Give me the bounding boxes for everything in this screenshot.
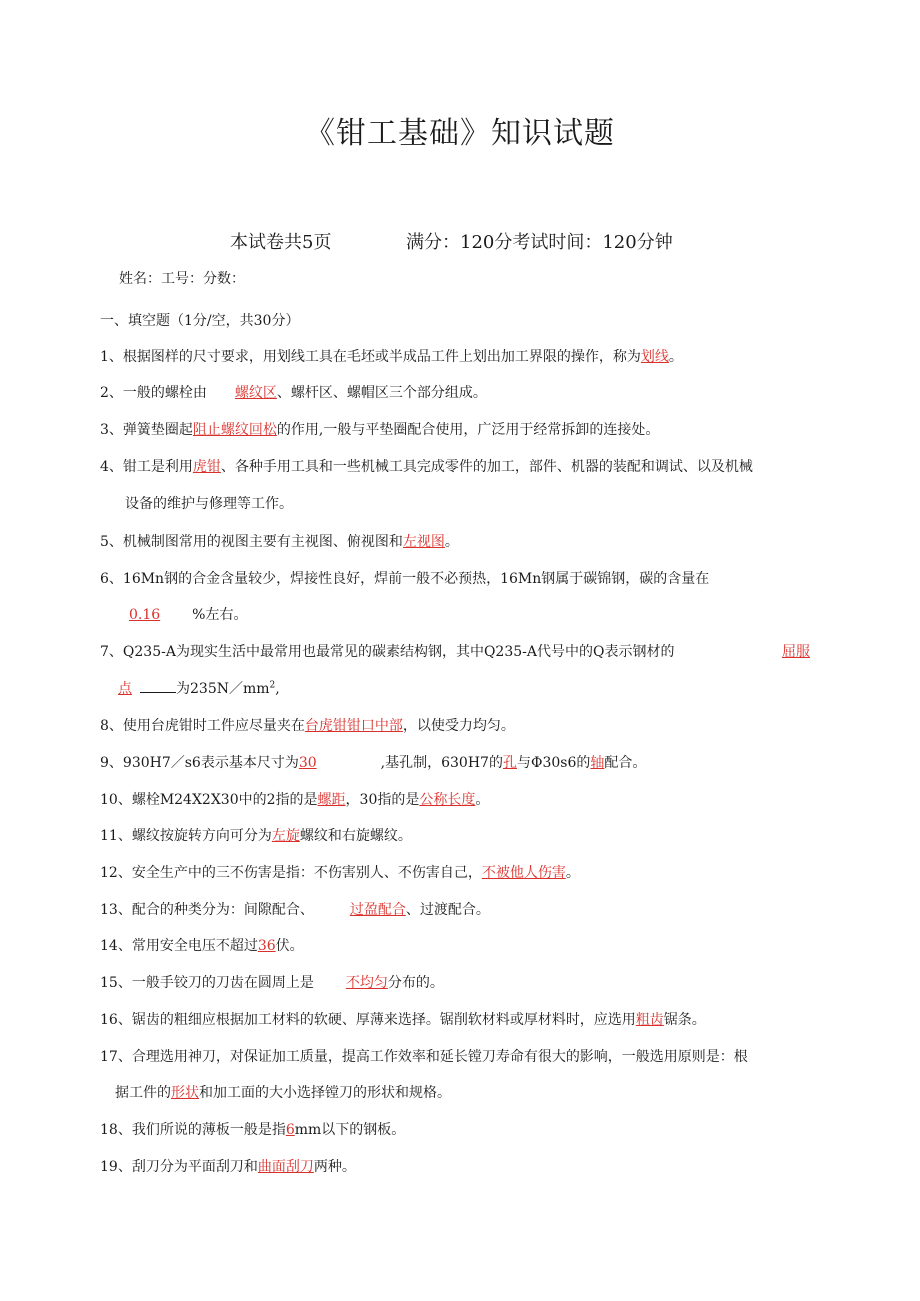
- question-4-cont: 设备的维护与修理等工作。: [125, 496, 293, 512]
- answer: 公称长度: [419, 792, 476, 808]
- answer: 形状: [171, 1085, 199, 1101]
- score-time: 满分：120分考试时间：120分钟: [406, 232, 673, 253]
- answer: 0.16: [129, 607, 161, 623]
- answer: 粗齿: [635, 1012, 664, 1028]
- question-1: 1、根据图样的尺寸要求，用划线工具在毛坯或半成品工件上划出加工界限的操作，称为划线。: [100, 349, 683, 365]
- answer: 曲面刮刀: [257, 1159, 314, 1175]
- answer: 螺距: [317, 792, 346, 808]
- answer: 螺纹区: [234, 385, 277, 401]
- question-5: 5、机械制图常用的视图主要有主视图、俯视图和左视图。: [100, 534, 459, 550]
- question-2: 2、一般的螺栓由 螺纹区、螺杆区、螺帽区三个部分组成。: [100, 385, 487, 401]
- answer: 点: [118, 681, 132, 697]
- question-7-cont: 点 为$235N/mm^2$,: [118, 680, 280, 697]
- answer: 左视图: [402, 534, 445, 550]
- question-15: 15、一般手铰刀的刀齿在圆周上是 不均匀分布的。: [100, 975, 444, 991]
- answer: 屈服: [782, 644, 810, 660]
- student-info: 姓名：工号：分数：: [119, 271, 245, 287]
- section-heading: 一、填空题（1分/空，共30分）: [100, 313, 300, 329]
- question-17: 17、合理选用神刀，对保证加工质量，提高工作效率和延长镗刀寿命有很大的影响，一般选用原则是：根: [100, 1049, 748, 1065]
- question-16: 16、锯齿的粗细应根据加工材料的软硬、厚薄来选择。锯削软材料或厚材料时，应选用粗齿锯条。: [100, 1012, 706, 1028]
- answer: 6: [285, 1122, 295, 1138]
- question-4: 4、钳工是利用虎钳、各种手用工具和一些机械工具完成零件的加工，部件、机器的装配和调试、以及机械: [100, 459, 753, 475]
- question-17-cont: 据工件的形状和加工面的大小选择镗刀的形状和规格。: [115, 1085, 451, 1101]
- answer: 虎钳: [192, 459, 221, 475]
- question-13: 13、配合的种类分为：间隙配合、 过盈配合、过渡配合。: [100, 902, 490, 918]
- question-14: 14、常用安全电压不超过36伏。: [100, 938, 304, 954]
- answer: 阻止螺纹回松: [192, 422, 277, 438]
- answer: 左旋: [271, 828, 300, 844]
- question-6: 6、16Mn钢的合金含量较少，焊接性良好，焊前一般不必预热，16Mn钢属于碳锦钢，碳的含量在: [100, 571, 710, 587]
- answer: 不被他人伤害: [481, 865, 566, 881]
- question-7: 7、Q235-A为现实生活中最常用也最常见的碳素结构钢，其中Q235-A代号中的Q表示钢材的: [100, 644, 675, 660]
- page-count: 本试卷共5页: [230, 232, 332, 253]
- question-8: 8、使用台虎钳时工件应尽量夹在台虎钳钳口中部，以使受力均匀。: [100, 718, 515, 734]
- answer: 不均匀: [345, 975, 388, 991]
- page-title: 《钳工基础》知识试题: [305, 116, 615, 151]
- question-7-answer: [782, 641, 810, 661]
- question-3: 3、弹簧垫圈起阻止螺纹回松的作用,一般与平垫圈配合使用，广泛用于经常拆卸的连接处。: [100, 422, 660, 438]
- answer: 过盈配合: [349, 902, 406, 918]
- question-6-cont: 0.16 %左右。: [129, 607, 248, 623]
- answer: 30: [298, 755, 317, 771]
- question-9: 9、930H7／s6表示基本尺寸为30 ,基孔制，630H7的孔与Φ30s6的轴配合。: [100, 755, 647, 771]
- question-18: 18、我们所说的薄板一般是指6mm以下的钢板。: [100, 1122, 406, 1138]
- answer: 孔: [502, 755, 517, 771]
- question-10: 10、螺栓M24X2X30中的2指的是螺距，30指的是公称长度。: [100, 792, 490, 808]
- answer: 36: [257, 938, 276, 954]
- answer: 轴: [590, 755, 605, 771]
- question-19: 19、刮刀分为平面刮刀和曲面刮刀两种。: [100, 1159, 356, 1175]
- answer: 台虎钳钳口中部: [304, 718, 403, 734]
- question-11: 11、螺纹按旋转方向可分为左旋螺纹和右旋螺纹。: [100, 828, 412, 844]
- question-12: 12、安全生产中的三不伤害是指：不伤害别人、不伤害自己，不被他人伤害。: [100, 865, 580, 881]
- answer: 划线: [640, 349, 669, 365]
